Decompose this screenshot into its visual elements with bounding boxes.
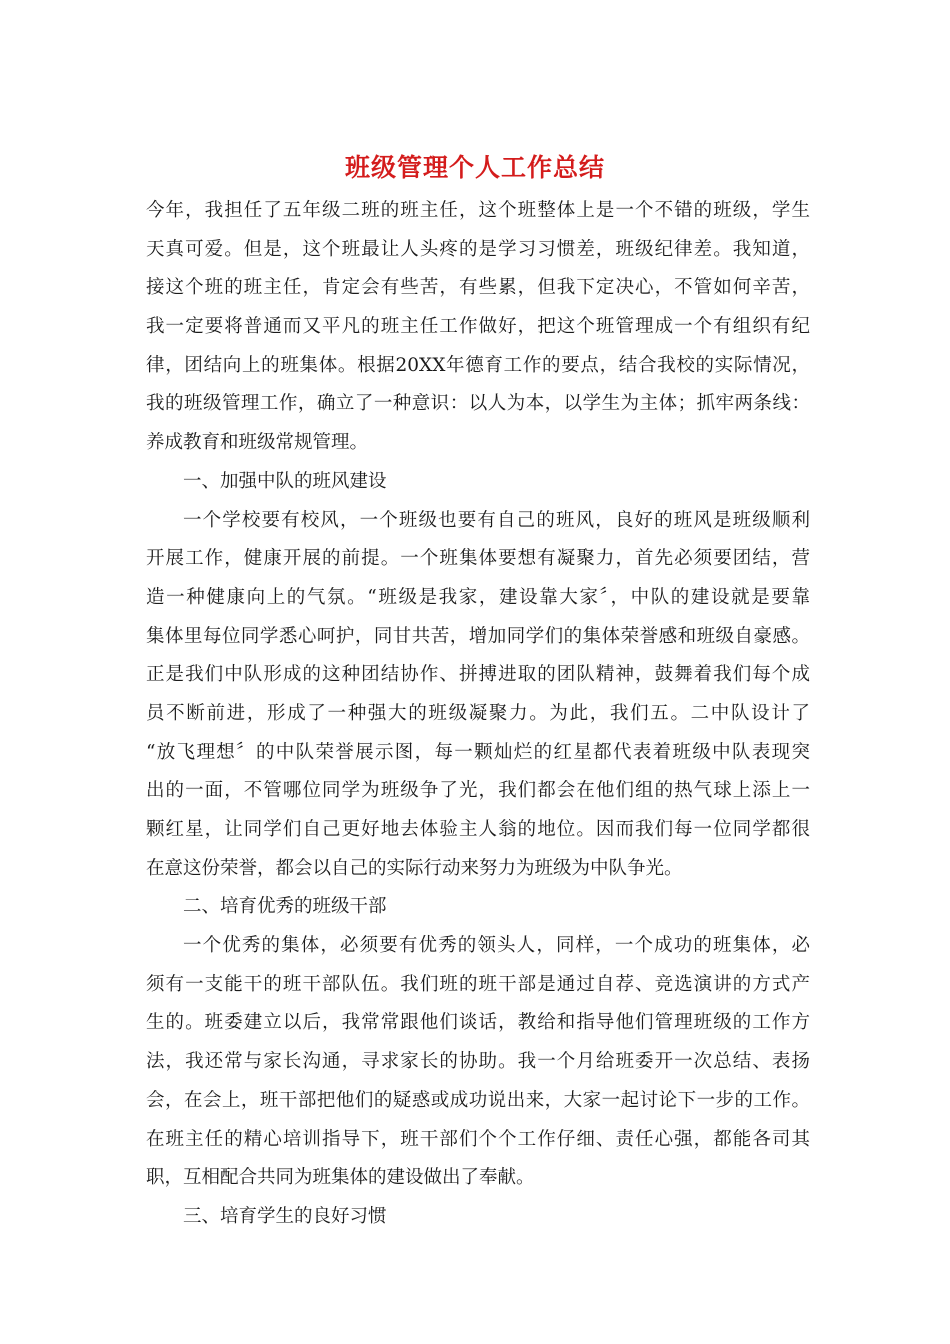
section1-line: 造一种健康向上的气氛。“班级是我家，建设靠大家〞，中队的建设就是要靠 bbox=[146, 586, 810, 608]
section2-line: 会，在会上，班干部把他们的疑惑或成功说出来，大家一起讨论下一步的工作。 bbox=[146, 1089, 810, 1111]
section2-line: 一个优秀的集体，必须要有优秀的领头人，同样，一个成功的班集体，必 bbox=[183, 935, 810, 957]
section2-line: 法，我还常与家长沟通，寻求家长的协助。我一个月给班委开一次总结、表扬 bbox=[146, 1051, 810, 1073]
section2-line: 职，互相配合共同为班集体的建设做出了奉献。 bbox=[146, 1167, 535, 1189]
intro-line: 天真可爱。但是，这个班最让人头疼的是学习习惯差，班级纪律差。我知道， bbox=[146, 238, 810, 260]
intro-line: 养成教育和班级常规管理。 bbox=[146, 432, 369, 454]
intro-line: 律，团结向上的班集体。根据20XX年德育工作的要点，结合我校的实际情况， bbox=[146, 354, 810, 376]
section1-line: “放飞理想〞的中队荣誉展示图，每一颗灿烂的红星都代表着班级中队表现突 bbox=[146, 741, 810, 763]
section2-line: 须有一支能干的班干部队伍。我们班的班干部是通过自荐、竞选演讲的方式产 bbox=[146, 973, 810, 995]
section1-line: 在意这份荣誉，都会以自己的实际行动来努力为班级为中队争光。 bbox=[146, 857, 683, 879]
section1-line: 开展工作，健康开展的前提。一个班集体要想有凝聚力，首先必须要团结，营 bbox=[146, 548, 810, 570]
section2-line: 在班主任的精心培训指导下，班干部们个个工作仔细、责任心强，都能各司其 bbox=[146, 1128, 810, 1150]
intro-line: 今年，我担任了五年级二班的班主任，这个班整体上是一个不错的班级，学生 bbox=[146, 200, 810, 221]
section1-line: 正是我们中队形成的这种团结协作、拼搏进取的团队精神，鼓舞着我们每个成 bbox=[146, 664, 810, 686]
section1-line: 集体里每位同学悉心呵护，同甘共苦，增加同学们的集体荣誉感和班级自豪感。 bbox=[146, 625, 810, 647]
section-heading-3: 三、培育学生的良好习惯 bbox=[183, 1205, 387, 1227]
document-title: 班级管理个人工作总结 bbox=[344, 153, 605, 182]
intro-line: 我的班级管理工作，确立了一种意识：以人为本，以学生为主体；抓牢两条线： bbox=[146, 393, 810, 415]
intro-line: 接这个班的班主任，肯定会有些苦，有些累，但我下定决心，不管如何辛苦， bbox=[146, 277, 810, 299]
section1-line: 员不断前进，形成了一种强大的班级凝聚力。为此，我们五。二中队设计了 bbox=[146, 702, 810, 724]
section-heading-1: 一、加强中队的班风建设 bbox=[183, 470, 387, 492]
section1-line: 出的一面，不管哪位同学为班级争了光，我们都会在他们组的热气球上添上一 bbox=[146, 780, 810, 802]
section1-line: 颗红星，让同学们自己更好地去体验主人翁的地位。因而我们每一位同学都很 bbox=[146, 819, 810, 840]
section-heading-2: 二、培育优秀的班级干部 bbox=[183, 896, 387, 918]
section1-line: 一个学校要有校风，一个班级也要有自己的班风，良好的班风是班级顺利 bbox=[183, 509, 810, 531]
document-body bbox=[146, 192, 810, 1237]
section2-line: 生的。班委建立以后，我常常跟他们谈话，教给和指导他们管理班级的工作方 bbox=[146, 1012, 810, 1034]
intro-line: 我一定要将普通而又平凡的班主任工作做好，把这个班管理成一个有组织有纪 bbox=[146, 316, 810, 338]
